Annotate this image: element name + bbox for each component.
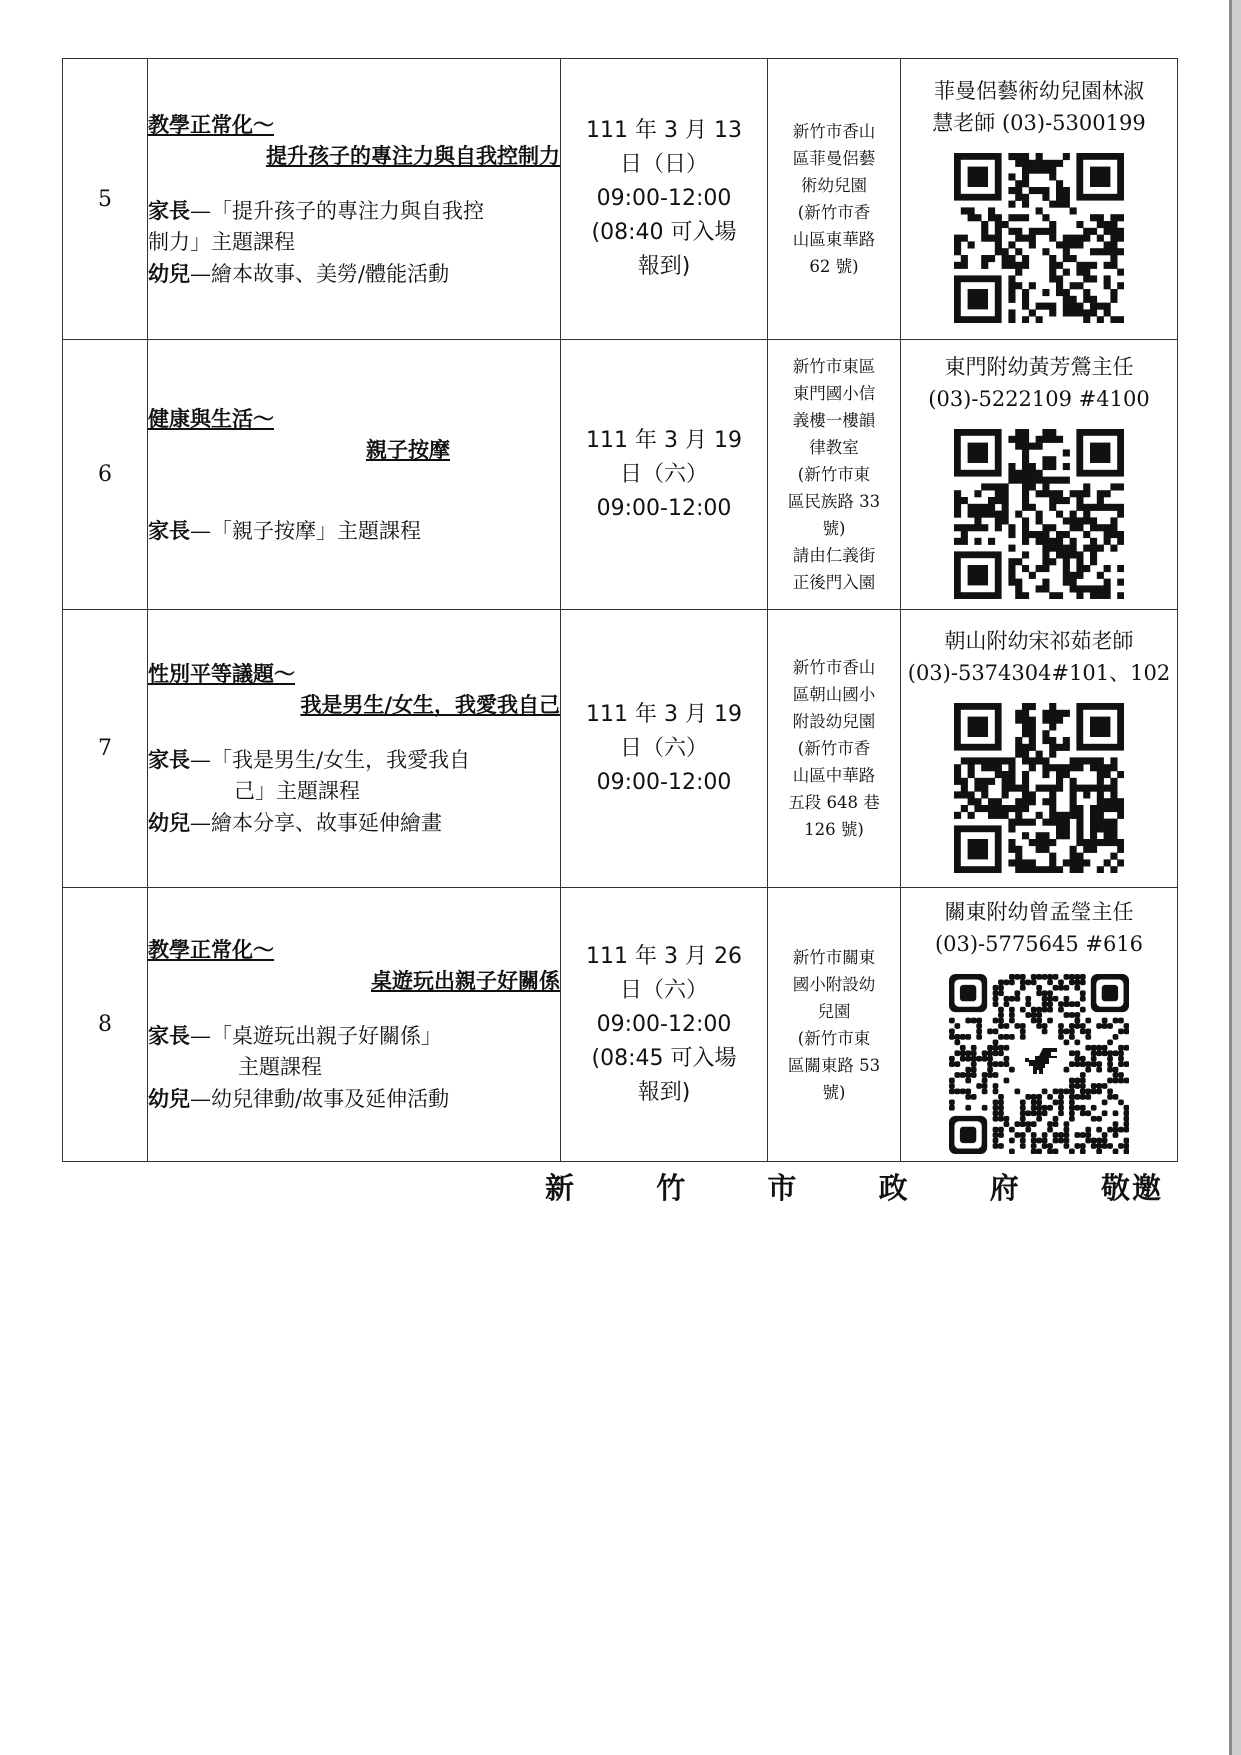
contact-line: (03)-5374304#101、102	[907, 660, 1171, 685]
table-row	[63, 888, 1178, 1162]
date-line: 111 年 3 月 19	[586, 427, 742, 453]
child-text: —幼兒律動/故事及延伸活動	[190, 1087, 450, 1111]
date-line: (08:40 可入場	[591, 220, 737, 245]
table-row	[63, 340, 1178, 610]
parent-line-2: 制力」主題課程	[148, 229, 295, 254]
topic-cell	[148, 610, 561, 888]
row-number: 5	[63, 59, 148, 340]
parent-text: —「桌遊玩出親子好關係」	[190, 1024, 442, 1048]
venue-line: 東門國小信	[792, 384, 876, 403]
date-line: 日（六）	[619, 977, 708, 1003]
contact-line: (03)-5775645 #616	[934, 931, 1144, 956]
venue-line: 區關東路 53	[787, 1055, 881, 1075]
child-line	[148, 807, 560, 839]
spacer	[148, 489, 560, 515]
venue-line: 新竹市東區	[792, 357, 876, 376]
venue-line: 號)	[822, 519, 846, 538]
venue-line: 兒園	[817, 1001, 851, 1021]
parent-label: 家長	[148, 1023, 190, 1048]
date-line: 報到)	[637, 254, 691, 279]
qr-code-dino-icon[interactable]	[949, 974, 1129, 1154]
venue-line: (新竹市東	[797, 1028, 871, 1048]
child-line	[148, 1083, 560, 1115]
venue-line: 術幼兒園	[801, 176, 867, 195]
date-cell	[561, 340, 768, 610]
parent-line	[148, 1020, 560, 1052]
venue-line: 五段 648 巷	[788, 793, 880, 812]
child-label: 幼兒	[148, 1086, 190, 1111]
contact-line: 朝山附幼宋祁茹老師	[944, 628, 1134, 653]
date-line: 日（六）	[619, 461, 708, 487]
child-text: —繪本分享、故事延伸繪畫	[190, 811, 442, 835]
venue-line: (新竹市香	[797, 739, 871, 758]
row-number: 6	[63, 340, 148, 610]
row-number: 8	[63, 888, 148, 1162]
date-line: 09:00-12:00	[596, 1011, 732, 1037]
topic-subtitle: 我是男生/女生，我愛我自己	[300, 692, 560, 717]
venue-line: 區菲曼侶藝	[792, 149, 876, 168]
venue-cell	[768, 610, 901, 888]
venue-line: 律教室	[809, 438, 859, 457]
schedule-table	[62, 58, 1178, 1162]
venue-line: 附設幼兒園	[792, 712, 876, 731]
contact-line: 關東附幼曾孟瑩主任	[944, 899, 1134, 924]
date-cell	[561, 888, 768, 1162]
contact-line: (03)-5222109 #4100	[928, 386, 1150, 411]
venue-line: 126 號)	[804, 820, 864, 839]
date-line: 日（日）	[619, 152, 708, 177]
topic-subtitle: 親子按摩	[366, 436, 450, 462]
qr-code-icon[interactable]	[954, 153, 1124, 323]
parent-label: 家長	[148, 517, 190, 543]
child-label: 幼兒	[148, 810, 190, 835]
contact-cell	[901, 610, 1178, 888]
qr-code-icon[interactable]	[954, 703, 1124, 873]
venue-line: 國小附設幼	[792, 974, 876, 994]
date-line: (08:45 可入場	[591, 1045, 737, 1071]
venue-line: 山區東華路	[792, 230, 876, 249]
venue-line: 新竹市香山	[792, 658, 876, 677]
date-line: 報到)	[637, 1079, 691, 1105]
table-row	[63, 610, 1178, 888]
date-cell	[561, 59, 768, 340]
venue-cell	[768, 340, 901, 610]
topic-category: 教學正常化～	[148, 111, 274, 137]
venue-line: 區朝山國小	[792, 685, 876, 704]
topic-cell	[148, 59, 561, 340]
topic-category: 性別平等議題～	[148, 661, 295, 686]
date-line: 09:00-12:00	[596, 769, 732, 795]
parent-text: —「提升孩子的專注力與自我控	[190, 198, 484, 223]
child-label: 幼兒	[148, 260, 190, 286]
row-number: 7	[63, 610, 148, 888]
venue-line: (新竹市香	[797, 203, 871, 222]
topic-subtitle: 桌遊玩出親子好關係	[371, 968, 560, 993]
topic-cell	[148, 340, 561, 610]
date-cell	[561, 610, 768, 888]
venue-line: 山區中華路	[792, 766, 876, 785]
topic-category: 健康與生活～	[148, 405, 274, 431]
date-line: 111 年 3 月 13	[586, 118, 742, 143]
date-line: 09:00-12:00	[596, 186, 732, 211]
contact-cell	[901, 59, 1178, 340]
footer-signature: 新 竹 市 政 府 敬邀	[545, 1171, 1163, 1205]
parent-line	[148, 515, 560, 547]
parent-line	[148, 744, 560, 776]
parent-text: —「親子按摩」主題課程	[190, 518, 421, 543]
contact-line: 菲曼侶藝術幼兒園林淑	[934, 79, 1144, 103]
venue-cell	[768, 888, 901, 1162]
venue-line: 義樓一樓韻	[792, 411, 876, 430]
parent-line	[148, 195, 560, 227]
topic-category: 教學正常化～	[148, 937, 274, 962]
venue-line: 新竹市關東	[792, 947, 876, 967]
venue-line: 正後門入園	[792, 573, 876, 592]
venue-line: (新竹市東	[797, 465, 871, 484]
date-line: 111 年 3 月 19	[586, 701, 742, 727]
date-line: 09:00-12:00	[596, 495, 732, 521]
table-row	[63, 59, 1178, 340]
venue-line: 請由仁義街	[792, 546, 876, 565]
parent-label: 家長	[148, 747, 190, 772]
date-line: 111 年 3 月 26	[586, 943, 742, 969]
venue-line: 號)	[822, 1082, 846, 1102]
topic-cell	[148, 888, 561, 1162]
date-line: 日（六）	[619, 735, 708, 761]
venue-cell	[768, 59, 901, 340]
contact-cell	[901, 888, 1178, 1162]
parent-line-2: 主題課程	[238, 1055, 322, 1079]
venue-line: 新竹市香山	[792, 122, 876, 141]
parent-line-2: 己」主題課程	[234, 779, 360, 803]
contact-line: 慧老師 (03)-5300199	[932, 111, 1146, 135]
child-line	[148, 258, 560, 290]
venue-line: 62 號)	[809, 257, 859, 276]
topic-subtitle: 提升孩子的專注力與自我控制力	[266, 142, 560, 168]
child-text: —繪本故事、美勞/體能活動	[190, 261, 450, 286]
parent-text: —「我是男生/女生，我愛我自	[190, 748, 471, 772]
parent-label: 家長	[148, 197, 190, 223]
contact-cell	[901, 340, 1178, 610]
venue-line: 區民族路 33	[787, 492, 881, 511]
contact-line: 東門附幼黃芳鶯主任	[944, 354, 1134, 379]
page-edge-shadow	[1229, 0, 1241, 1755]
qr-code-icon[interactable]	[954, 429, 1124, 599]
